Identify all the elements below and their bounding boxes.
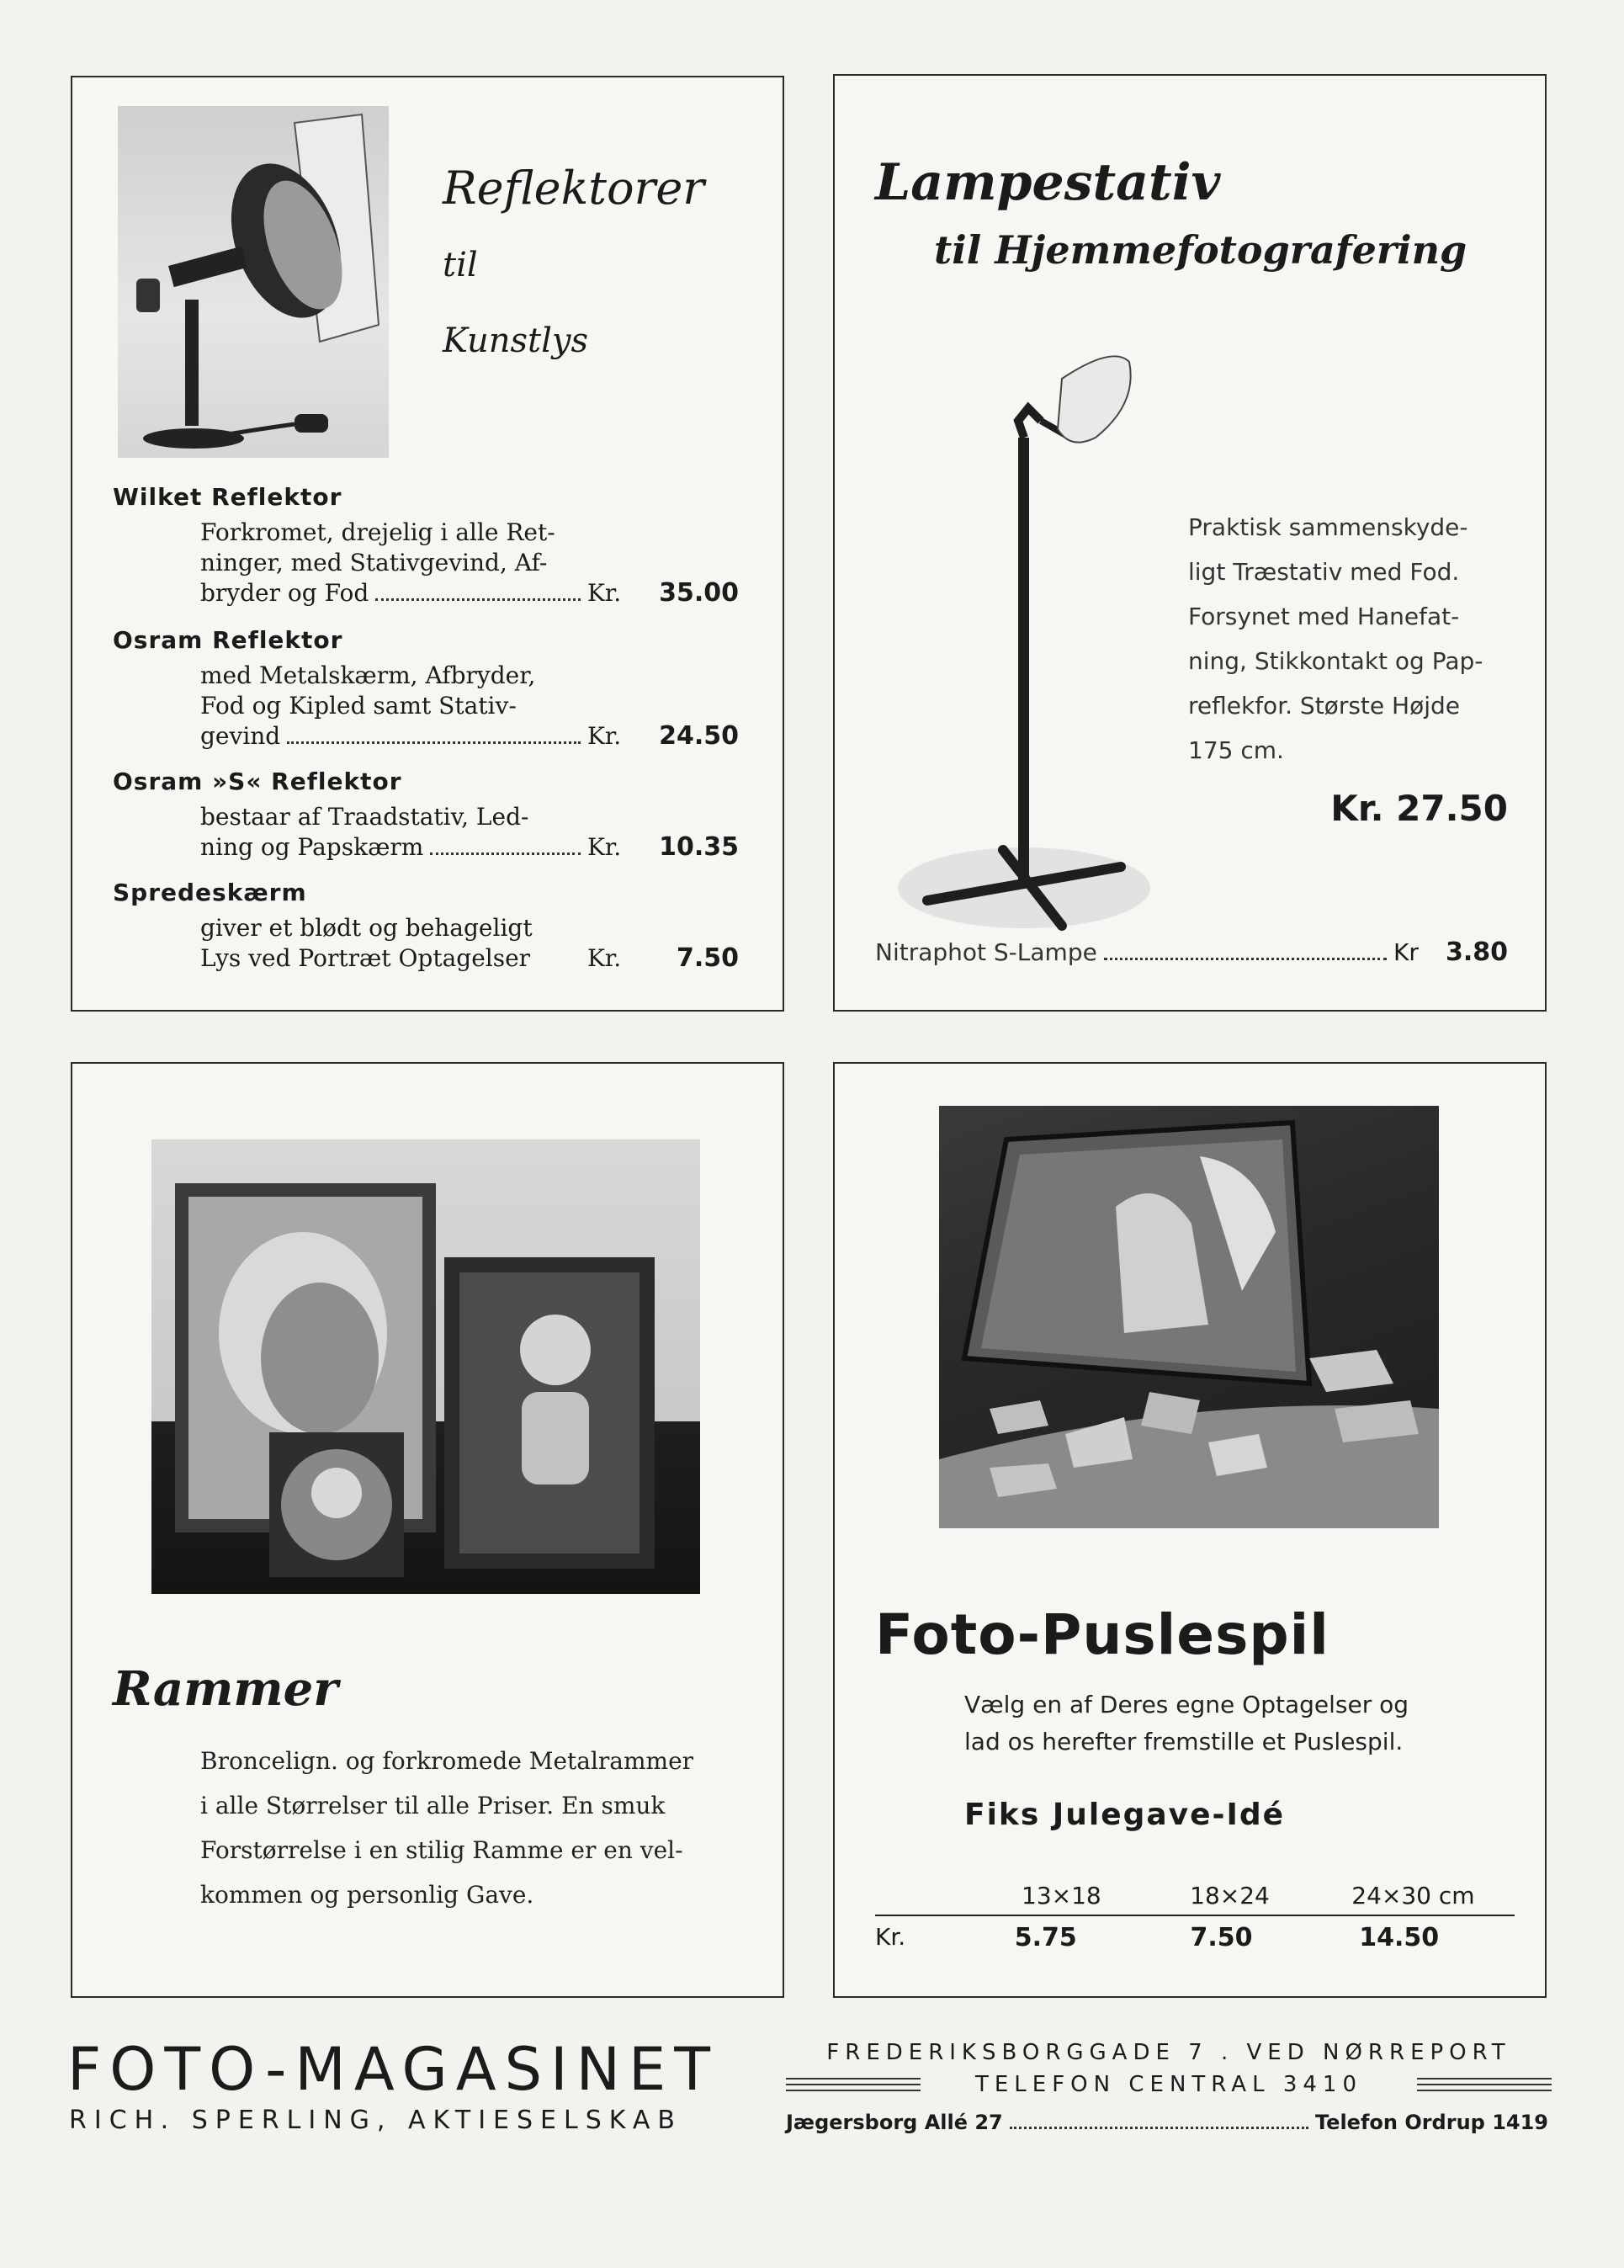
desc-line: 175 cm. [1188, 736, 1284, 764]
footer-phone-row [786, 2072, 1552, 2097]
lampestativ-price: Kr. 27.50 [1330, 788, 1508, 829]
rammer-title: Rammer [113, 1661, 338, 1717]
rammer-description [200, 1739, 714, 1917]
footer-branch-phone: Telefon Ordrup 1419 [1314, 2111, 1548, 2134]
jigsaw-puzzle-photo [939, 1106, 1439, 1528]
product-price: 10.35 [659, 832, 739, 862]
lampestativ-title: Lampestativ [875, 153, 1221, 212]
desc-line: Broncelign. og forkromede Metalrammer [200, 1747, 694, 1775]
puslespil-description [964, 1686, 1520, 1761]
footer-rule-right [1417, 2078, 1552, 2091]
picture-frames-photo [151, 1139, 700, 1594]
currency-label: Kr [1393, 938, 1419, 966]
product-name: Osram »S« Reflektor [113, 768, 402, 795]
reflector-lamp-photo [118, 106, 389, 458]
rammer-panel [71, 1062, 784, 1998]
dotted-leader [375, 598, 581, 601]
product-spredeskaerm [113, 879, 739, 974]
extra-item-price: 3.80 [1445, 937, 1508, 967]
size-label: 18×24 [1190, 1882, 1270, 1909]
product-desc-line: ning og Papskærm [200, 833, 424, 861]
puslespil-panel [833, 1062, 1547, 1998]
nitraphot-row [875, 937, 1508, 967]
reflektorer-til: til [443, 246, 478, 284]
dotted-leader [1104, 958, 1387, 960]
puslespil-tagline: Fiks Julegave-Idé [964, 1798, 1286, 1832]
product-desc-line: bestaar af Traadstativ, Led- [200, 803, 529, 831]
puslespil-title: Foto-Puslespil [875, 1602, 1329, 1667]
desc-line: Praktisk sammenskyde- [1188, 513, 1468, 541]
extra-item-name: Nitraphot S-Lampe [875, 938, 1097, 966]
desc-line: lad os herefter fremstille et Puslespil. [964, 1728, 1404, 1755]
product-price: 35.00 [659, 578, 739, 608]
dotted-leader [430, 852, 581, 855]
desc-line: kommen og personlig Gave. [200, 1881, 534, 1909]
product-osram-reflektor [113, 626, 739, 752]
reflektorer-panel [71, 76, 784, 1012]
product-desc-line: Forkromet, drejelig i alle Ret- [200, 518, 555, 546]
dotted-leader [287, 741, 581, 744]
reflektorer-subtitle: Kunstlys [443, 321, 589, 360]
desc-line: i alle Størrelser til alle Priser. En smuk [200, 1792, 666, 1819]
lampestativ-description [1188, 505, 1508, 773]
product-wilket-reflektor [113, 483, 739, 608]
product-desc-line: bryder og Fod [200, 579, 369, 607]
currency-label: Kr. [587, 579, 622, 607]
currency-label: Kr. [587, 722, 622, 750]
footer-rule-left [786, 2078, 921, 2091]
size-header-row [875, 1882, 1515, 1916]
footer-brand-name: FOTO-MAGASINET [67, 2035, 719, 2104]
desc-line: reflekfor. Største Højde [1188, 692, 1460, 720]
product-desc-line: Fod og Kipled samt Stativ- [200, 692, 517, 720]
footer-branch-address: Jægersborg Allé 27 [786, 2111, 1003, 2134]
desc-line: Forstørrelse i en stilig Ramme er en vel- [200, 1836, 683, 1864]
desc-line: Vælg en af Deres egne Optagelser og [964, 1691, 1409, 1718]
dotted-leader [1010, 2127, 1308, 2129]
price-row [875, 1916, 1515, 1952]
currency-label: Kr. [587, 944, 622, 972]
product-name: Osram Reflektor [113, 626, 343, 654]
product-desc-line: gevind [200, 722, 281, 750]
product-name: Spredeskærm [113, 879, 307, 906]
product-desc-line: med Metalskærm, Afbryder, [200, 661, 536, 689]
product-desc-line: ninger, med Stativgevind, Af- [200, 549, 548, 576]
puzzle-price: 7.50 [1190, 1923, 1253, 1952]
product-price: 7.50 [676, 943, 739, 973]
product-price: 24.50 [659, 721, 739, 751]
footer-address: FREDERIKSBORGGADE 7 . VED NØRREPORT [826, 2040, 1511, 2065]
puzzle-price: 14.50 [1359, 1923, 1440, 1952]
puslespil-price-table [875, 1882, 1515, 1952]
footer-branch-row [786, 2111, 1548, 2136]
size-label: 13×18 [1022, 1882, 1101, 1909]
product-name: Wilket Reflektor [113, 483, 342, 511]
desc-line: ligt Træstativ med Fod. [1188, 558, 1460, 586]
desc-line: Forsynet med Hanefat- [1188, 603, 1460, 630]
footer-phone: TELEFON CENTRAL 3410 [975, 2072, 1362, 2097]
product-osram-s-reflektor [113, 768, 739, 863]
size-label: 24×30 cm [1351, 1882, 1475, 1909]
currency-label: Kr. [875, 1923, 906, 1951]
footer-company-name: RICH. SPERLING, AKTIESELSKAB [69, 2106, 682, 2135]
product-desc-line: giver et blødt og behageligt [200, 914, 533, 942]
product-desc-line: Lys ved Portræt Optagelser [200, 944, 531, 972]
lamp-stand-photo [877, 328, 1154, 951]
desc-line: ning, Stikkontakt og Pap- [1188, 647, 1483, 675]
reflektorer-title: Reflektorer [443, 162, 705, 215]
puzzle-price: 5.75 [1014, 1923, 1077, 1952]
currency-label: Kr. [587, 833, 622, 861]
lampestativ-subtitle: til Hjemmefotografering [934, 227, 1467, 273]
lampestativ-panel [833, 74, 1547, 1012]
